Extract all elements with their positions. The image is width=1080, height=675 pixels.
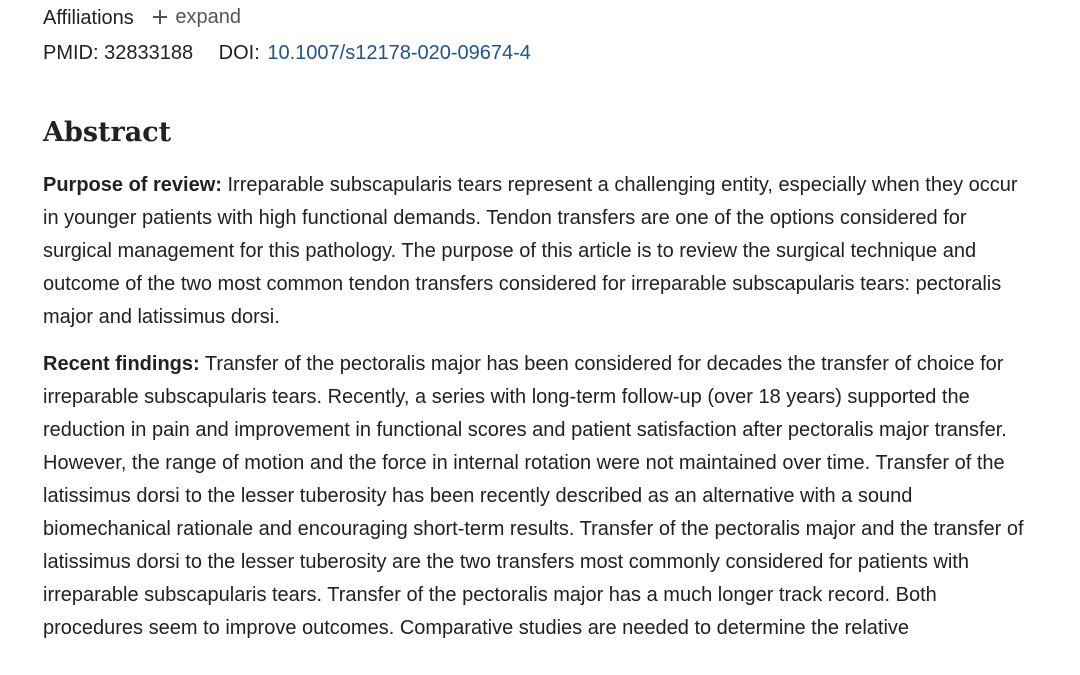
affiliations-expand-button[interactable] [153,5,241,29]
expand-label: expand [175,6,241,28]
purpose-subtitle: Purpose of review: [43,174,222,196]
abstract-findings-paragraph [43,348,1028,645]
purpose-text: Irreparable subscapularis tears represent a challenging entity, especially when they occur in younger patients with high functional demands. Tendon transfers are one of the options considered for surgical management for this pathology. The purpose of this article is to review the surgical technique and outcome of the two most common tendon transfers considered for irreparable subscapularis tears: pectoralis major and latissimus dorsi. [43,174,1018,328]
pmid-value: 32833188 [104,42,194,64]
pmid-label: PMID: [43,42,99,64]
findings-text: Transfer of the pectoralis major has been considered for decades the transfer of choice for irreparable subscapularis tears. Recently, a series with long-term follow-up (over 18 years) supported the reduction in pain and improvement in functional scores and patient satisfaction after pectoralis major transfer. However, the range of motion and the force in internal rotation were not maintained over time. Transfer of the latissimus dorsi to the lesser tuberosity has been recently described as an alternative with a sound biomechanical rationale and encouraging short-term results. Transfer of the pectoralis major and the transfer of latissimus dorsi to the lesser tuberosity are the two transfers most commonly considered for patients with irreparable subscapularis tears. Transfer of the pectoralis major has a much longer track record. Both procedures seem to improve outcomes. Comparative studies are needed to determine the relative [43,353,1024,639]
affiliations-row [43,5,241,30]
doi-link[interactable]: 10.1007/s12178-020-09674-4 [267,42,531,64]
abstract-purpose-paragraph [43,169,1028,334]
affiliations-label: Affiliations [43,7,134,29]
identifiers-row [43,41,531,65]
plus-icon [153,10,167,24]
findings-subtitle: Recent findings: [43,353,200,375]
doi-label: DOI: [218,42,260,64]
abstract-heading: Abstract [43,117,172,148]
